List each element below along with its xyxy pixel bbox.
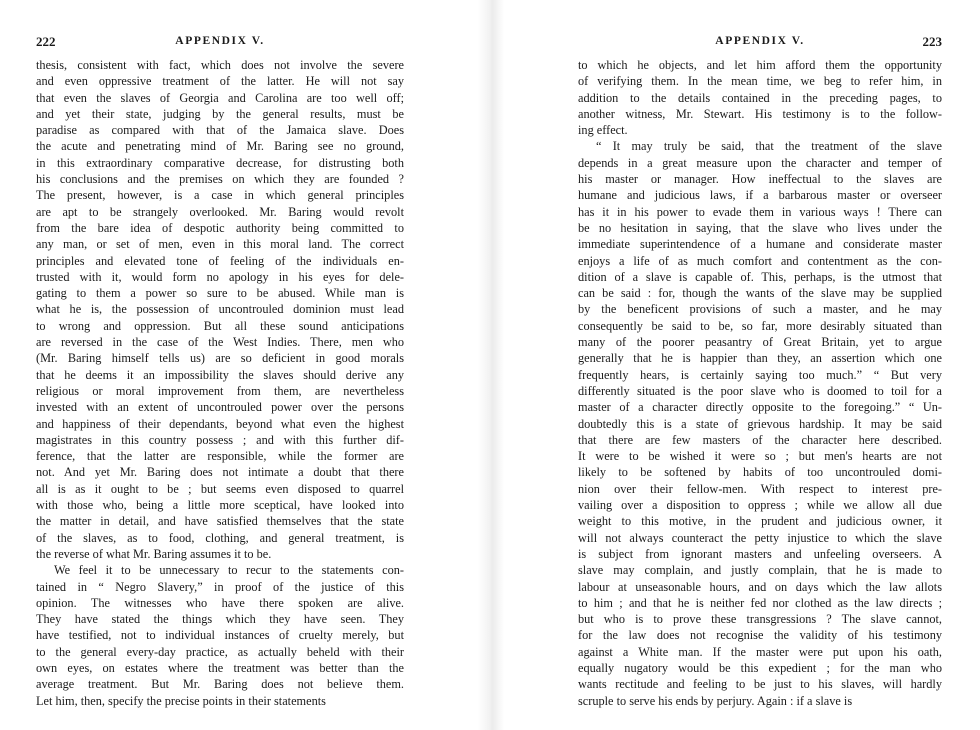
right-running-head: APPENDIX V.: [715, 35, 805, 47]
right-text-line: to him ; and that he is neither fed nor clothed as the law directs ;: [578, 595, 942, 610]
right-page: [578, 0, 942, 730]
left-text-line: all is as it ought to be ; but seems even disposed to quarrel: [36, 481, 404, 496]
right-text-line: generally that he is happier than they, an assertion which one: [578, 351, 942, 366]
left-text-line: of the slaves, as to food, clothing, and general treatment, is: [36, 530, 404, 545]
right-text-line: by the beneficent provisions of such a master, and he may: [578, 302, 942, 317]
right-text-line: but who is to prove these transgressions ? The slave cannot,: [578, 612, 942, 627]
right-text-line: can be said : for, though the wants of the slave may be supplied: [578, 286, 942, 301]
left-text-line: and yet their state, judging by the general results, must be: [36, 106, 404, 121]
right-text-line: doubtedly this is a state of grievous hardship. It may be said: [578, 416, 942, 431]
right-text-line: immediate superintendence of a humane and considerate master: [578, 237, 942, 252]
left-text-line: to the general every-day practice, as actually beheld with their: [36, 644, 404, 659]
right-text-line: It were to be wished it were so ; but men's hearts are not: [578, 449, 942, 464]
right-text-line: slave may complain, and justly complain, that he is made to: [578, 563, 942, 578]
left-text-line: tained in “ Negro Slavery,” in proof of the justice of this: [36, 579, 404, 594]
right-text-line: to which he objects, and let him afford them the opportunity: [578, 58, 942, 72]
right-text-line: nion over their fellow-men. With respect to interest pre-: [578, 481, 942, 496]
left-text-line: are apt to be strangely overlooked. Mr. Baring would revolt: [36, 204, 404, 219]
right-text-line: many of the poorer peasantry of Great Britain, yet to argue: [578, 335, 942, 350]
left-text-line: principles and elevated tone of feeling of the individuals en-: [36, 253, 404, 268]
left-text-line: We feel it to be unnecessary to recur to the statements con-: [54, 563, 404, 578]
left-text-line: (Mr. Baring himself tells us) are so deficient in good morals: [36, 351, 404, 366]
right-page-header: [578, 34, 942, 50]
left-text-line: that even the slaves of Georgia and Carolina are too well off;: [36, 90, 404, 105]
right-text-line: his master or manager. How ineffectual to the slaves are: [578, 172, 942, 187]
left-text-line: from the bare idea of despotic authority being committed to: [36, 220, 404, 235]
left-text-line: and even oppressive treatment of the latter. He will not say: [36, 74, 404, 89]
left-text-line: in this extraordinary comparative decrease, for distrusting both: [36, 155, 404, 170]
right-text-line: “ It may truly be said, that the treatment of the slave: [596, 139, 942, 154]
left-running-head: APPENDIX V.: [175, 35, 265, 47]
right-text-line: differently situated is the poor slave who is doomed to toil for a: [578, 383, 942, 398]
right-text-line: enjoys a life of as much comfort and contentment as the con-: [578, 253, 942, 268]
left-page-text: [36, 57, 404, 709]
left-page: [36, 0, 404, 730]
left-text-line: have testified, not to individual instances of cruelty merely, but: [36, 628, 404, 643]
left-text-line: that he deems it an impossibility the slaves should derive any: [36, 367, 404, 382]
left-text-line: any man, or set of men, even in this moral land. The correct: [36, 237, 404, 252]
right-text-line: wants rectitude and feeling to be just to his slaves, will hardly: [578, 677, 942, 692]
left-page-number: 222: [36, 34, 56, 49]
right-text-line: against a White man. If the master were put upon his oath,: [578, 644, 942, 659]
right-text-line: equally nugatory would be this expedient ; for the man who: [578, 660, 942, 675]
left-text-line: paradise as compared with that of the Jamaica slave. Does: [36, 123, 404, 138]
left-text-line: the matter in detail, and have satisfied themselves that the state: [36, 514, 404, 529]
right-text-line: for the law does not recognise the validity of his testimony: [578, 628, 942, 643]
right-text-line: scruple to serve his ends by perjury. Again : if a slave is: [578, 693, 853, 708]
right-text-line: labour at unseasonable hours, and on days which the law allots: [578, 579, 942, 594]
right-page-number: 223: [922, 34, 942, 49]
right-text-line: has it in his power to evade them in various ways ! There can: [578, 204, 942, 219]
right-text-line: addition to the details contained in the preceding pages, to: [578, 90, 942, 105]
left-text-line: the reverse of what Mr. Baring assumes it to be.: [36, 546, 272, 561]
left-text-line: gating to them a power so sure to be abused. While man is: [36, 286, 404, 301]
right-text-line: consequently be said to be, so far, more desirably situated than: [578, 318, 942, 333]
left-text-line: and happiness of their dependants, beyond what even the highest: [36, 416, 404, 431]
left-text-line: magistrates in this country possess ; and with this further dif-: [36, 432, 404, 447]
right-text-line: vailing over a disposition to oppress ; while we allow all due: [578, 498, 942, 513]
left-text-line: trusted with it, would form no apology in his eyes for dele-: [36, 269, 404, 284]
left-text-line: ference, that the latter are responsible, while the former are: [36, 449, 404, 464]
left-text-line: own eyes, on estates where the treatment was better than the: [36, 660, 404, 675]
right-text-line: likely to be softened by habits of too uncontrouled domi-: [578, 465, 942, 480]
left-text-line: are reversed in the case of the West Indies. There, men who: [36, 335, 404, 350]
right-text-line: depends in a great measure upon the character and temper of: [578, 155, 942, 170]
right-text-line: that there are few masters of the character here described.: [578, 432, 942, 447]
left-page-header: [36, 34, 404, 50]
left-text-line: thesis, consistent with fact, which does not involve the severe: [36, 58, 404, 72]
left-text-line: The present, however, is a case in which general principles: [36, 188, 404, 203]
left-text-line: opinion. The witnesses who have there spoken are alive.: [36, 595, 404, 610]
right-text-line: ing effect.: [578, 123, 628, 138]
right-text-line: weight to this motive, in the prudent and judicious owner, it: [578, 514, 942, 529]
right-text-line: another witness, Mr. Stewart. His testimony is to the follow-: [578, 106, 942, 121]
right-text-line: dition of a slave is capable of. This, perhaps, is the utmost that: [578, 269, 942, 284]
right-text-line: be no hesitation in saying, that the slave who lives under the: [578, 220, 942, 235]
book-gutter: [478, 0, 504, 730]
right-text-line: master of a character directly opposite to the foregoing.” “ Un-: [578, 400, 942, 415]
right-text-line: frequently hears, is certainly saying too much.” “ But very: [578, 367, 942, 382]
left-text-line: the acute and penetrating mind of Mr. Baring see no ground,: [36, 139, 404, 154]
left-text-line: to wrong and oppression. But all these sound anticipations: [36, 318, 404, 333]
right-text-line: is subject from ignorant masters and unfeeling overseers. A: [578, 546, 942, 561]
left-text-line: with those who, being a little more sceptical, have looked into: [36, 498, 404, 513]
left-text-line: not. And yet Mr. Baring does not intimate a doubt that there: [36, 465, 404, 480]
left-text-line: average treatment. But Mr. Baring does not believe them.: [36, 677, 404, 692]
right-text-line: will not always counteract the petty injustice to which the slave: [578, 530, 942, 545]
left-text-line: They have stated the things which they have seen. They: [36, 612, 404, 627]
left-text-line: religious or moral improvement from them, are nevertheless: [36, 383, 404, 398]
right-page-text: [578, 57, 942, 709]
left-text-line: what he is, the possession of uncontrouled dominion must lead: [36, 302, 404, 317]
right-text-line: humane and judicious laws, if a barbarous master or overseer: [578, 188, 942, 203]
left-text-line: his conclusions and the premises on which they are founded ?: [36, 172, 404, 187]
right-text-line: of verifying them. In the mean time, we beg to refer him, in: [578, 74, 942, 89]
left-text-line: Let him, then, specify the precise points in their statements: [36, 693, 326, 708]
left-text-line: invested with an extent of uncontrouled power over the persons: [36, 400, 404, 415]
